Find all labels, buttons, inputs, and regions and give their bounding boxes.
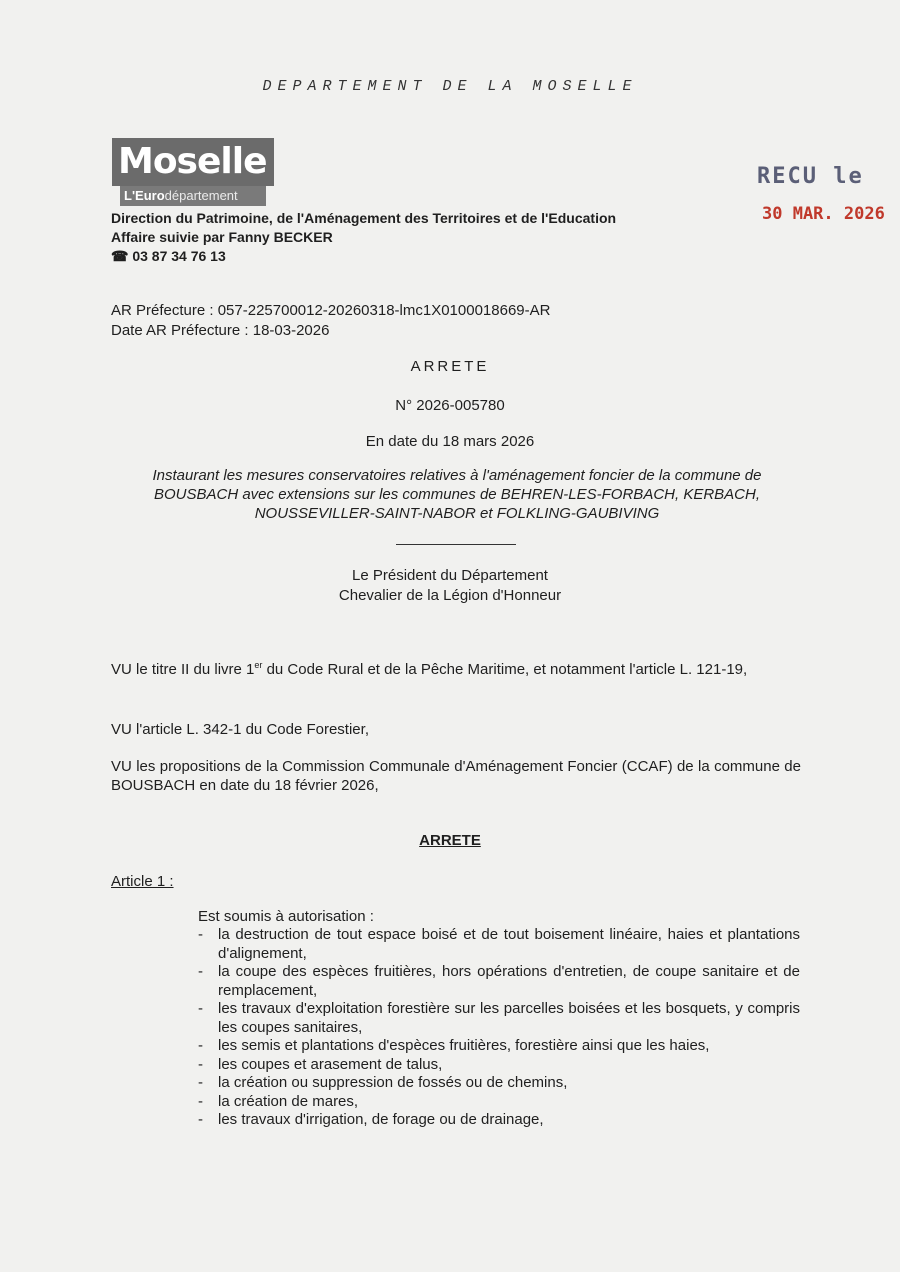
decree-date: En date du 18 mars 2026 — [365, 433, 535, 450]
decree-number: N° 2026-005780 — [395, 397, 505, 414]
list-item: - les travaux d'irrigation, de forage ou de drainage, — [196, 1111, 800, 1130]
list-item: - la création ou suppression de fossés ou de chemins, — [196, 1074, 800, 1093]
logo-wordmark: Moselle — [112, 138, 274, 186]
separator-rule — [396, 544, 516, 545]
moselle-logo — [112, 138, 274, 208]
received-stamp-date: 30 MAR. 2026 — [762, 204, 885, 224]
authorization-list — [196, 926, 800, 1130]
decree-title: ARRETE — [410, 358, 490, 375]
phone-number: ☎ 03 87 34 76 13 — [111, 248, 226, 264]
list-item: - les coupes et arasement de talus, — [196, 1056, 800, 1075]
president-title: Le Président du Département — [352, 567, 548, 584]
logo-tagline: L'Eurodépartement — [120, 186, 266, 206]
list-item: - la création de mares, — [196, 1093, 800, 1112]
arrete-heading: ARRETE — [419, 832, 481, 849]
sender-block — [111, 209, 616, 266]
ar-prefecture-date: Date AR Préfecture : 18-03-2026 — [111, 322, 330, 339]
president-block — [0, 566, 900, 606]
list-item: - la coupe des espèces fruitières, hors opérations d'entretien, de coupe sanitaire et de remplacement, — [196, 963, 800, 1000]
list-item: - les semis et plantations d'espèces fruitières, forestière ainsi que les haies, — [196, 1037, 800, 1056]
direction-name: Direction du Patrimoine, de l'Aménagement des Territoires et de l'Education — [111, 210, 617, 226]
list-item: - les travaux d'exploitation forestière sur les parcelles boisées et les bosquets, y compris les coupes sanitaires, — [196, 1000, 800, 1037]
list-item: - la destruction de tout espace boisé et de tout boisement linéaire, haies et plantations d'alignement, — [196, 926, 800, 963]
consideration-ccaf: VU les propositions de la Commission Communale d'Aménagement Foncier (CCAF) de la commune de BOUSBACH en date du 18 février 2026, — [111, 758, 801, 794]
consideration-code-forestier: VU l'article L. 342-1 du Code Forestier, — [111, 721, 369, 738]
prefecture-block — [111, 301, 550, 341]
received-stamp: RECU le — [757, 164, 864, 189]
followed-by: Affaire suivie par Fanny BECKER — [111, 229, 333, 245]
president-honor: Chevalier de la Légion d'Honneur — [338, 587, 562, 604]
ar-prefecture: AR Préfecture : 057-225700012-20260318-lmc1X0100018669-AR — [111, 302, 551, 319]
article-1-heading: Article 1 : — [111, 873, 174, 890]
department-header: DEPARTEMENT DE LA MOSELLE — [262, 78, 638, 95]
decree-subject: Instaurant les mesures conservatoires relatives à l'aménagement foncier de la commune de BOUSBACH avec extensions sur les communes de BEHREN-LES-FORBACH, KERBACH, NOUSSEVILLER-SAINT-NABOR et FOLKLING-GAUBIVING — [152, 467, 762, 522]
article-1-intro: Est soumis à autorisation : — [198, 908, 374, 925]
consideration-code-rural: VU le titre II du livre 1er du Code Rural et de la Pêche Maritime, et notamment l'article L. 121-19, — [111, 660, 748, 678]
